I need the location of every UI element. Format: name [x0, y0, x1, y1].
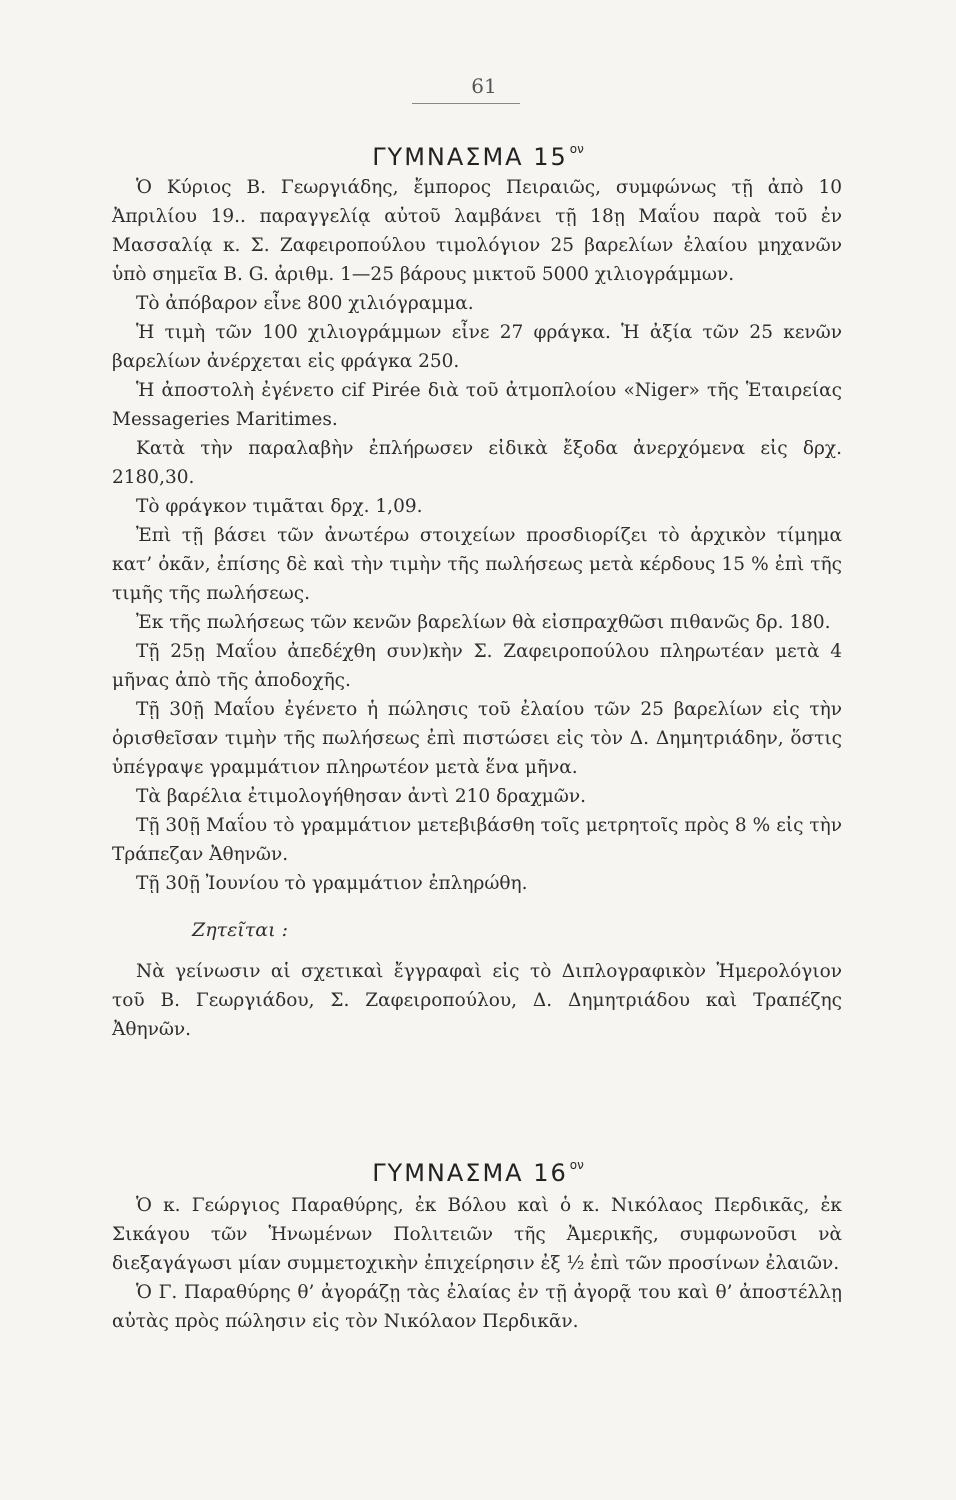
paragraph: Ἡ τιμὴ τῶν 100 χιλιογράμμων εἶνε 27 φράγκα. Ἡ ἀξία τῶν 25 κενῶν βαρελίων ἀνέρχεται εἰς φράγκα 250.	[112, 322, 842, 372]
paragraph: Τῇ 25ῃ Μαΐου ἀπεδέχθη συν)κὴν Σ. Ζαφειροπούλου πληρωτέαν μετὰ 4 μῆνας ἀπὸ τῆς ἀποδοχῆς.	[112, 641, 842, 691]
page-number-rule	[412, 103, 520, 104]
exercise-16-title: ΓΥΜΝΑΣΜΑ 16	[372, 1159, 568, 1187]
task-paragraph: Νὰ γείνωσιν αἱ σχετικαὶ ἔγγραφαὶ εἰς τὸ Διπλογραφικὸν Ἡμερολόγιον τοῦ Β. Γεωργιάδου, Σ. Ζαφειροπούλου, Δ. Δημητριάδου καὶ Τραπέζης Ἀθηνῶν.	[112, 961, 842, 1040]
paragraph: Ὁ Κύριος Β. Γεωργιάδης, ἔμπορος Πειραιῶς, συμφώνως τῇ ἀπὸ 10 Ἀπριλίου 19.. παραγγελίᾳ αὐτοῦ λαμβάνει τῇ 18ῃ Μαΐου παρὰ τοῦ ἐν Μασσαλίᾳ κ. Σ. Ζαφειροπούλου τιμολόγιον 25 βαρελίων ἐλαίου μηχανῶν ὑπὸ σημεῖα B. G. ἀριθμ. 1—25 βάρους μικτοῦ 5000 χιλιογράμμων.	[112, 177, 842, 285]
exercise-15-body	[112, 173, 842, 1044]
paragraph: Ὁ κ. Γεώργιος Παραθύρης, ἐκ Βόλου καὶ ὁ κ. Νικόλαος Περδικᾶς, ἐκ Σικάγου τῶν Ἡνωμένων Πολιτειῶν τῆς Ἀμερικῆς, συμφωνοῦσι νὰ διεξαγάγωσι μίαν συμμετοχικὴν ἐπιχείρησιν ἐξ ½ ἐπὶ τῶν προσίνων ἐλαιῶν.	[112, 1195, 842, 1274]
paragraph: Τὰ βαρέλια ἐτιμολογήθησαν ἀντὶ 210 δραχμῶν.	[136, 786, 587, 807]
paragraph: Ἐκ τῆς πωλήσεως τῶν κενῶν βαρελίων θὰ εἰσπραχθῶσι πιθανῶς δρ. 180.	[136, 612, 831, 633]
paragraph: Τῇ 30ῇ Μαΐου ἐγένετο ἡ πώλησις τοῦ ἐλαίου τῶν 25 βαρελίων εἰς τὴν ὁρισθεῖσαν τιμὴν τῆς πωλήσεως ἐπὶ πιστώσει εἰς τὸν Δ. Δημητριάδην, ὅστις ὑπέγραψε γραμμάτιον πληρωτέον μετὰ ἕνα μῆνα.	[112, 699, 842, 778]
zeteitai-subheading: Ζητεῖται :	[192, 919, 288, 941]
paragraph: Τὸ φράγκον τιμᾶται δρχ. 1,09.	[136, 496, 423, 517]
page-number: 61	[471, 74, 497, 98]
paragraph: Τὸ ἀπόβαρον εἶνε 800 χιλιόγραμμα.	[136, 293, 474, 314]
paragraph: Τῇ 30ῇ Μαΐου τὸ γραμμάτιον μετεβιβάσθη τοῖς μετρητοῖς πρὸς 8 % εἰς τὴν Τράπεζαν Ἀθηνῶν.	[112, 815, 842, 865]
exercise-15-title: ΓΥΜΝΑΣΜΑ 15	[372, 143, 568, 171]
paragraph: Ὁ Γ. Παραθύρης θ’ ἀγοράζῃ τὰς ἐλαίας ἐν τῇ ἀγορᾷ του καὶ θ’ ἀποστέλλῃ αὐτὰς πρὸς πώλησιν εἰς τὸν Νικόλαον Περδικᾶν.	[112, 1282, 842, 1332]
exercise-16-heading	[0, 1158, 956, 1187]
exercise-16-body	[112, 1191, 842, 1336]
paragraph: Ἡ ἀποστολὴ ἐγένετο cif Pirée διὰ τοῦ ἀτμοπλοίου «Niger» τῆς Ἑταιρείας Messageries Maritimes.	[112, 380, 842, 430]
exercise-15-heading	[0, 142, 956, 171]
paragraph: Ἐπὶ τῇ βάσει τῶν ἀνωτέρω στοιχείων προσδιορίζει τὸ ἀρχικὸν τίμημα κατ’ ὀκᾶν, ἐπίσης δὲ καὶ τὴν τιμὴν τῆς πωλήσεως μετὰ κέρδους 15 % ἐπὶ τῆς τιμῆς τῆς πωλήσεως.	[112, 525, 842, 604]
exercise-16-suffix: ον	[569, 1158, 584, 1172]
paragraph: Τῇ 30ῇ Ἰουνίου τὸ γραμμάτιον ἐπληρώθη.	[136, 873, 528, 894]
paragraph: Κατὰ τὴν παραλαβὴν ἐπλήρωσεν εἰδικὰ ἔξοδα ἀνερχόμενα εἰς δρχ. 2180,30.	[112, 438, 842, 488]
exercise-15-suffix: ον	[569, 142, 584, 156]
